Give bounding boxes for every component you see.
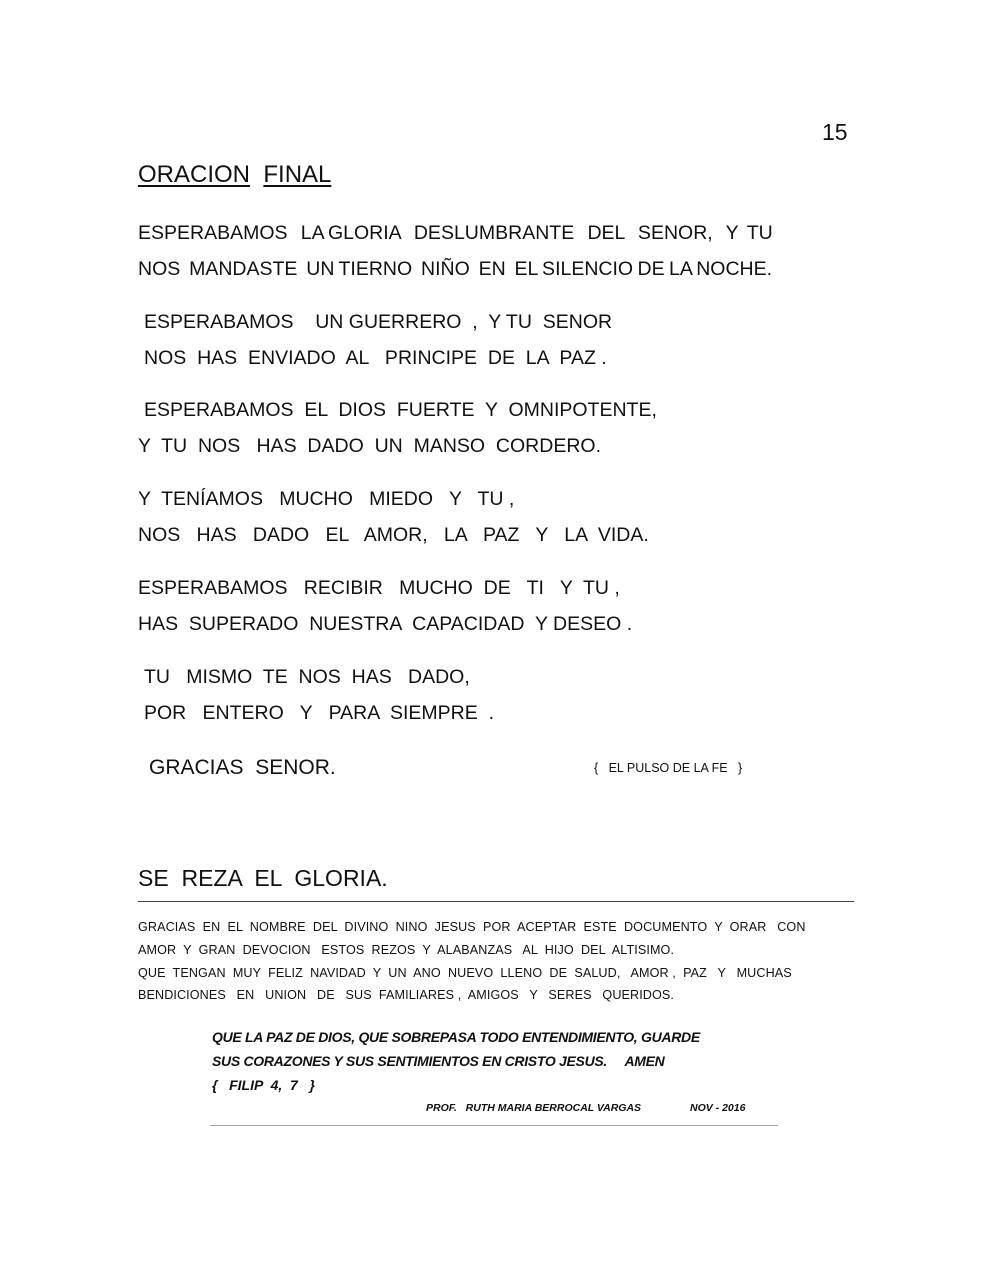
prayer-line: ESPERABAMOS UN GUERRERO , Y TU SENOR	[144, 311, 613, 333]
footer-divider	[210, 1125, 778, 1126]
signature-date: NOV - 2016	[690, 1102, 746, 1114]
prayer-line: NOS MANDASTE UN TIERNO NIÑO EN EL SILENCIO DE LA NOCHE.	[138, 258, 773, 280]
thanks-line: GRACIAS EN EL NOMBRE DEL DIVINO NINO JESUS POR ACEPTAR ESTE DOCUMENTO Y ORAR CON	[138, 920, 806, 934]
bible-reference: { FILIP 4, 7 }	[212, 1077, 315, 1093]
prayer-line: ESPERABAMOS RECIBIR MUCHO DE TI Y TU ,	[138, 577, 620, 599]
bible-quote-line: SUS CORAZONES Y SUS SENTIMIENTOS EN CRISTO JESUS. AMEN	[212, 1053, 665, 1069]
section-heading: SE REZA EL GLORIA.	[138, 865, 388, 891]
page-title	[138, 163, 331, 187]
prayer-line: NOS HAS ENVIADO AL PRINCIPE DE LA PAZ .	[144, 347, 607, 369]
prayer-line: Y TENÍAMOS MUCHO MIEDO Y TU ,	[138, 488, 515, 510]
title-word: FINAL	[263, 161, 332, 188]
bible-quote-line: QUE LA PAZ DE DIOS, QUE SOBREPASA TODO ENTENDIMIENTO, GUARDE	[212, 1029, 700, 1045]
title-word: ORACION	[138, 161, 251, 188]
closing-line: GRACIAS SENOR.	[149, 756, 336, 779]
prayer-line: ESPERABAMOS LA GLORIA DESLUMBRANTE DEL SENOR, Y TU	[138, 222, 773, 244]
prayer-line: ESPERABAMOS EL DIOS FUERTE Y OMNIPOTENTE,	[144, 399, 657, 421]
prayer-line: TU MISMO TE NOS HAS DADO,	[144, 666, 470, 688]
divider	[138, 901, 854, 902]
prayer-line: POR ENTERO Y PARA SIEMPRE .	[144, 702, 495, 724]
thanks-line: BENDICIONES EN UNION DE SUS FAMILIARES , AMIGOS Y SERES QUERIDOS.	[138, 988, 674, 1002]
author-signature: PROF. RUTH MARIA BERROCAL VARGAS	[426, 1102, 642, 1114]
prayer-line: NOS HAS DADO EL AMOR, LA PAZ Y LA VIDA.	[138, 524, 649, 546]
page-number: 15	[822, 119, 848, 145]
prayer-line: Y TU NOS HAS DADO UN MANSO CORDERO.	[138, 435, 602, 457]
prayer-line: HAS SUPERADO NUESTRA CAPACIDAD Y DESEO .	[138, 613, 633, 635]
thanks-line: AMOR Y GRAN DEVOCION ESTOS REZOS Y ALABANZAS AL HIJO DEL ALTISIMO.	[138, 943, 675, 957]
source-citation: { EL PULSO DE LA FE }	[594, 761, 743, 775]
thanks-line: QUE TENGAN MUY FELIZ NAVIDAD Y UN ANO NUEVO LLENO DE SALUD, AMOR , PAZ Y MUCHAS	[138, 966, 792, 980]
